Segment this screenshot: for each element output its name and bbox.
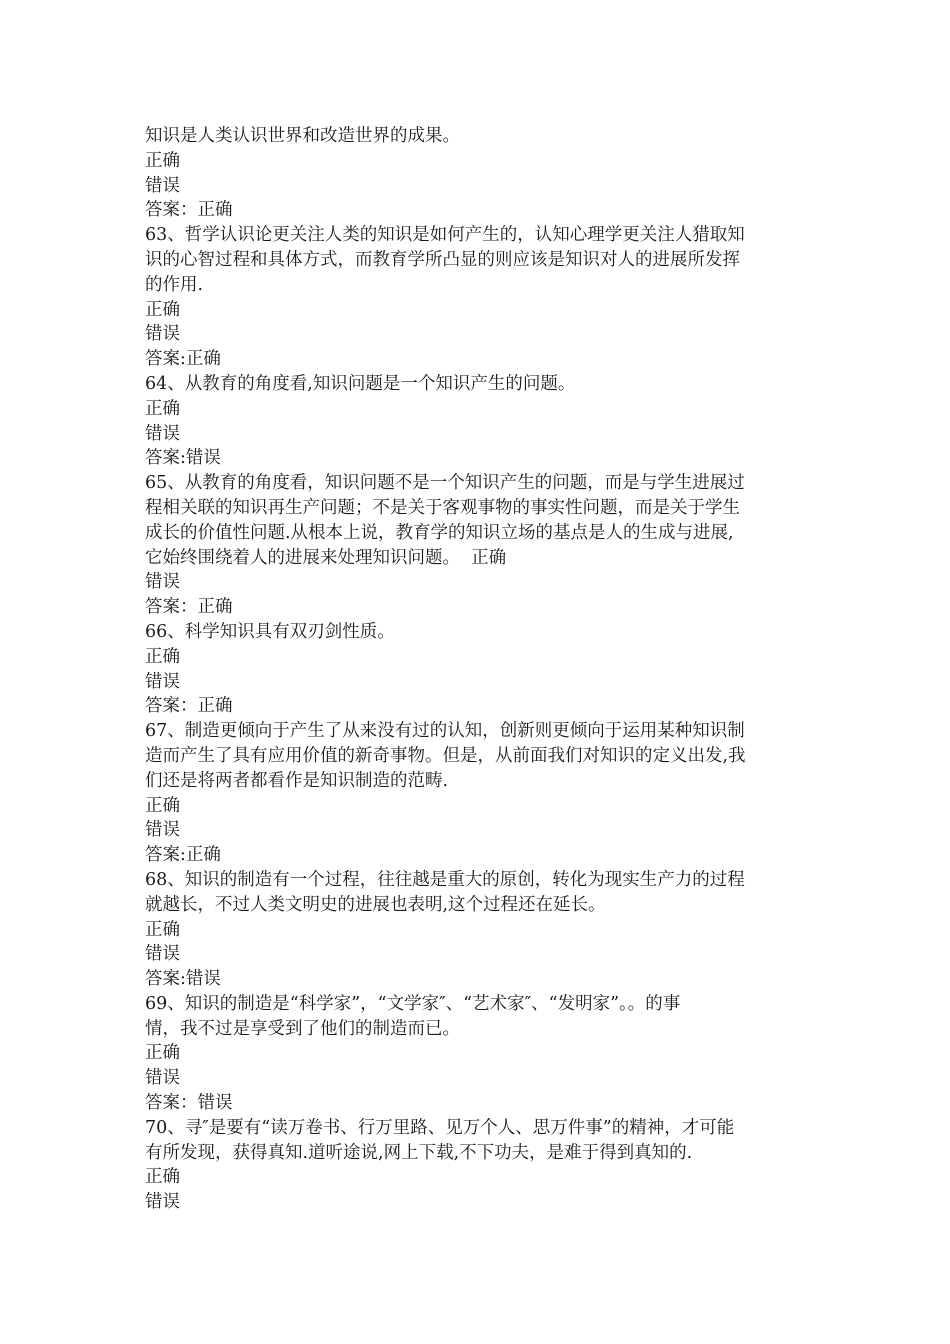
question-65: 65、从教育的角度看，知识问题不是一个知识产生的问题，而是与学生进展过 (145, 473, 745, 494)
question-69: 69、知识的制造是“科学家”，“文学家″、“艺术家″、“发明家”。。的事 (145, 993, 681, 1014)
option-correct: 正确 (145, 795, 180, 816)
answer-line: 答案：错误 (145, 1093, 233, 1114)
option-correct: 正确 (145, 919, 180, 940)
text-line: 的作用. (145, 274, 204, 295)
option-correct: 正确 (145, 646, 180, 667)
option-wrong: 错误 (145, 324, 180, 345)
option-correct: 正确 (145, 150, 180, 171)
option-wrong: 错误 (145, 1192, 180, 1213)
option-wrong: 错误 (145, 572, 180, 593)
question-70: 70、寻″是要有“读万卷书、行万里路、见万个人、思万件事”的精神，才可能 (145, 1117, 735, 1138)
question-64: 64、从教育的角度看,知识问题是一个知识产生的问题。 (145, 373, 576, 394)
question-66: 66、科学知识具有双刃剑性质。 (145, 621, 395, 642)
text-line: 成长的价值性问题.从根本上说，教育学的知识立场的基点是人的生成与进展, (145, 522, 734, 543)
question-63: 63、哲学认识论更关注人类的知识是如何产生的，认知心理学更关注人猎取知 (145, 225, 745, 246)
option-correct: 正确 (145, 1043, 180, 1064)
answer-line: 答案：正确 (145, 696, 233, 717)
answer-line: 答案：正确 (145, 200, 233, 221)
option-wrong: 错误 (145, 175, 180, 196)
question-68: 68、知识的制造有一个过程，往往越是重大的原创，转化为现实生产力的过程 (145, 869, 745, 890)
option-wrong: 错误 (145, 820, 180, 841)
option-wrong: 错误 (145, 423, 180, 444)
text-line: 它始终围绕着人的进展来处理知识问题。 正确 (145, 547, 507, 568)
answer-line: 答案：正确 (145, 597, 233, 618)
text-line: 就越长，不过人类文明史的进展也表明,这个过程还在延长。 (145, 894, 606, 915)
answer-line: 答案:正确 (145, 349, 221, 370)
option-correct: 正确 (145, 398, 180, 419)
text-line: 造而产生了具有应用价值的新奇事物。但是，从前面我们对知识的定义出发,我 (145, 745, 746, 766)
question-67: 67、制造更倾向于产生了从来没有过的认知，创新则更倾向于运用某种知识制 (145, 721, 745, 742)
answer-line: 答案:错误 (145, 969, 221, 990)
option-wrong: 错误 (145, 671, 180, 692)
option-correct: 正确 (145, 299, 180, 320)
text-line: 识的心智过程和具体方式，而教育学所凸显的则应该是知识对人的进展所发挥 (145, 249, 740, 270)
text-line: 有所发现，获得真知.道听途说,网上下载,不下功夫，是难于得到真知的. (145, 1142, 693, 1163)
text-line: 情，我不过是享受到了他们的制造而已。 (145, 1018, 460, 1039)
option-wrong: 错误 (145, 944, 180, 965)
text-line: 程相关联的知识再生产问题；不是关于客观事物的事实性问题，而是关于学生 (145, 497, 740, 518)
text-line: 们还是将两者都看作是知识制造的范畴. (145, 770, 449, 791)
option-correct: 正确 (145, 1167, 180, 1188)
text-line: 知识是人类认识世界和改造世界的成果。 (145, 126, 460, 146)
answer-line: 答案:错误 (145, 448, 221, 469)
document-body (145, 124, 810, 1215)
answer-line: 答案:正确 (145, 845, 221, 866)
option-wrong: 错误 (145, 1068, 180, 1089)
